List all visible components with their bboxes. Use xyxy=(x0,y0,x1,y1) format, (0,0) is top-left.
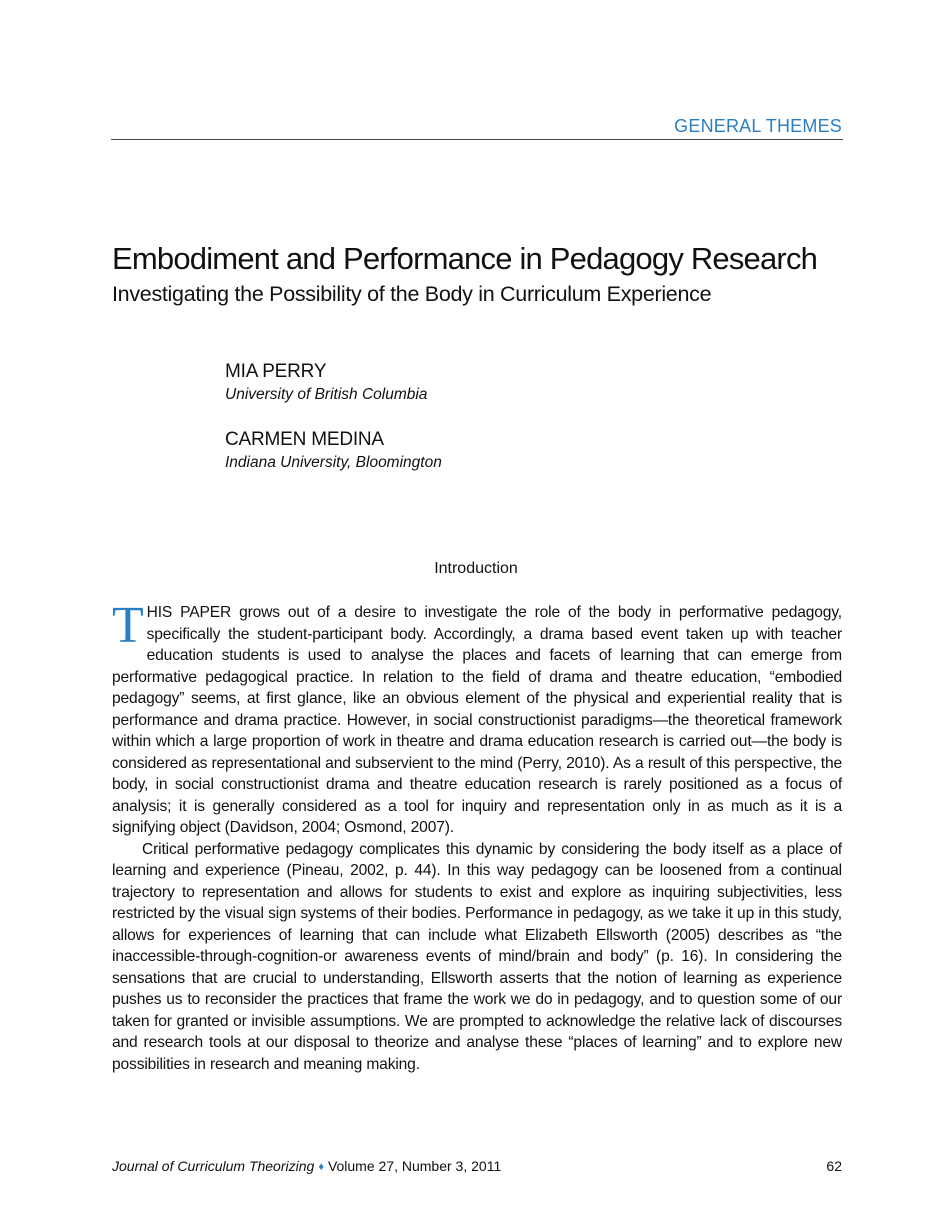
paragraph-text: HIS PAPER grows out of a desire to investigate the role of the body in performative pedagogy, specifically the student-participant body. Accordingly, a drama based event taken up with teacher education students is used to analyse the places and facets of learning that can emerge from performative pedagogical practice. In relation to the field of drama and theatre education, “embodied pedagogy” seems, at first glance, like an obvious element of the physical and experiential reality that is performance and drama practice. However, in social constructionist paradigms—the theoretical framework within which a large proportion of work in theatre and drama education research is carried out—the body is considered as representational and subservient to the mind (Perry, 2010). As a result of this perspective, the body, in social constructionist drama and theatre education research is rarely positioned as a focus of analysis; it is generally considered as a tool for inquiry and representation only in as much as it is a signifying object (Davidson, 2004; Osmond, 2007). xyxy=(112,604,842,836)
drop-cap: T xyxy=(112,597,144,654)
page-number: 62 xyxy=(826,1158,842,1174)
paragraph xyxy=(112,597,842,839)
author-affiliation: University of British Columbia xyxy=(225,386,428,403)
diamond-icon: ♦ xyxy=(318,1161,324,1173)
page-footer xyxy=(112,1158,842,1174)
paragraph: Critical performative pedagogy complicates this dynamic by considering the body itself as a place of learning and experience (Pineau, 2002, p. 44). In this way pedagogy can be loosened from a continual trajectory to representation and allows for students to exist and explore as inquiring subjectivities, less restricted by the visual sign systems of their bodies. Performance in pedagogy, as we take it up in this study, allows for experiences of learning that can include what Elizabeth Ellsworth (2005) describes as “the inaccessible-through-cognition-or awareness events of mind/brain and body” (p. 16). In considering the sensations that are crucial to understanding, Ellsworth asserts that the notion of learning as experience pushes us to reconsider the practices that frame the work we do in pedagogy, and to question some of our taken for granted or invisible assumptions. We are prompted to acknowledge the relative lack of discourses and research tools at our disposal to theorize and analyse these “places of learning” and to explore new possibilities in research and meaning making. xyxy=(112,840,842,1073)
article-subtitle: Investigating the Possibility of the Body in Curriculum Experience xyxy=(112,282,712,306)
section-heading: Introduction xyxy=(434,560,518,577)
author-name: CARMEN MEDINA xyxy=(225,429,384,450)
author-block xyxy=(225,360,427,406)
header-rule xyxy=(111,139,843,140)
section-label: GENERAL THEMES xyxy=(674,116,842,136)
journal-name: Journal of Curriculum Theorizing xyxy=(112,1158,315,1174)
author-name: MIA PERRY xyxy=(225,361,327,382)
body-text xyxy=(112,597,842,1075)
volume-info: Volume 27, Number 3, 2011 xyxy=(327,1158,502,1174)
author-affiliation: Indiana University, Bloomington xyxy=(225,454,442,471)
author-block xyxy=(225,428,442,474)
article-title: Embodiment and Performance in Pedagogy Research xyxy=(112,241,818,276)
